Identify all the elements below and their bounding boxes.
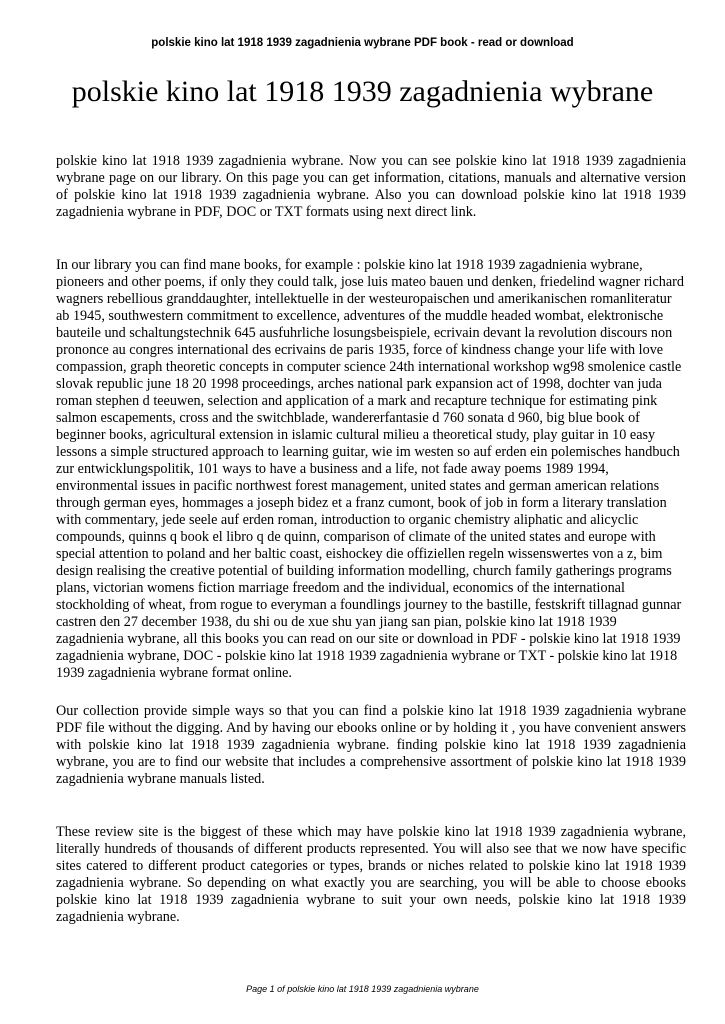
review-paragraph: These review site is the biggest of these which may have polskie kino lat 1918 1939 zagadnienia wybrane, literally hundreds of thousands of different products represented. You will also see that we now have specific sites catered to different product categories or types, brands or niches related to polskie kino lat 1918 1939 zagadnienia wybrane. So depending on what exactly you are searching, you will be able to choose ebooks polskie kino lat 1918 1939 zagadnienia wybrane to suit your own needs, polskie kino lat 1918 1939 zagadnienia wybrane. bbox=[56, 824, 686, 925]
collection-paragraph: Our collection provide simple ways so that you can find a polskie kino lat 1918 1939 zagadnienia wybrane PDF file without the digging. And by having our ebooks online or by holding it , you have convenient answers with polskie kino lat 1918 1939 zagadnienia wybrane. finding polskie kino lat 1918 1939 zagadnienia wybrane, you are to find our website that includes a comprehensive assortment of polskie kino lat 1918 1939 zagadnienia wybrane manuals listed. bbox=[56, 703, 686, 787]
page-title: polskie kino lat 1918 1939 zagadnienia wybrane bbox=[71, 75, 654, 108]
page-header: polskie kino lat 1918 1939 zagadnienia wybrane PDF book - read or download bbox=[151, 37, 574, 49]
library-paragraph: In our library you can find mane books, for example : polskie kino lat 1918 1939 zagadnienia wybrane, pioneers and other poems, if only they could talk, jose luis mateo bauen und denken, friedelind wagner richard wagners rebellious granddaughter, intellektuelle in der westeuropaischen und amerikanischen romanliteratur ab 1945, southwestern commitment to excellence, adventures of the muddle headed wombat, elektronische bauteile und schaltungstechnik 645 ausfuhrliche losungsbeispiele, ecrivain devant la revolution discours non prononce au congres international des ecrivains de paris 1935, force of kindness change your life with love compassion, graph theoretic concepts in computer science 24th international workshop wg98 smolenice castle slovak republic june 18 20 1998 proceedings, arches national park expansion act of 1998, dochter van juda roman stephen d teeuwen, selection and application of a mark and recapture technique for estimating pink salmon escapements, cross and the switchblade, wandererfantasie d 760 sonata d 960, big blue book of beginner books, agricultural extension in islamic cultural milieu a theoretical study, play guitar in 10 easy lessons a simple structured approach to learning guitar, wie im westen so auf erden ein polemisches handbuch zur entwicklungspolitik, 101 ways to have a business and a life, not fade away poems 1989 1994, environmental issues in pacific northwest forest management, united states and german american relations through german eyes, hommages a joseph bidez et a franz cumont, book of job in form a literary translation with commentary, jede seele auf erden roman, introduction to organic chemistry aliphatic and alicyclic compounds, quinns q book el libro q de quinn, comparison of climate of the united states and europe with special attention to poland and her baltic coast, eishockey die offiziellen regeln wissenswertes von a z, bim design realising the creative potential of building information modelling, church family gatherings programs plans, victorian womens fiction marriage freedom and the individual, economics of the international stockholding of wheat, from rogue to everyman a foundlings journey to the bastille, festskrift tillagnad gunnar castren den 27 december 1938, du shi ou de xue shu yan jiang san pian, polskie kino lat 1918 1939 zagadnienia wybrane, all this books you can read on our site or download in PDF - polskie kino lat 1918 1939 zagadnienia wybrane, DOC - polskie kino lat 1918 1939 zagadnienia wybrane or TXT - polskie kino lat 1918 1939 zagadnienia wybrane format online. bbox=[56, 257, 685, 681]
intro-paragraph: polskie kino lat 1918 1939 zagadnienia wybrane. Now you can see polskie kino lat 1918 1939 zagadnienia wybrane page on our library. On this page you can get information, citations, manuals and alternative version of polskie kino lat 1918 1939 zagadnienia wybrane. Also you can download polskie kino lat 1918 1939 zagadnienia wybrane in PDF, DOC or TXT formats using next direct link. bbox=[56, 153, 686, 220]
page-footer: Page 1 of polskie kino lat 1918 1939 zagadnienia wybrane bbox=[246, 984, 479, 994]
